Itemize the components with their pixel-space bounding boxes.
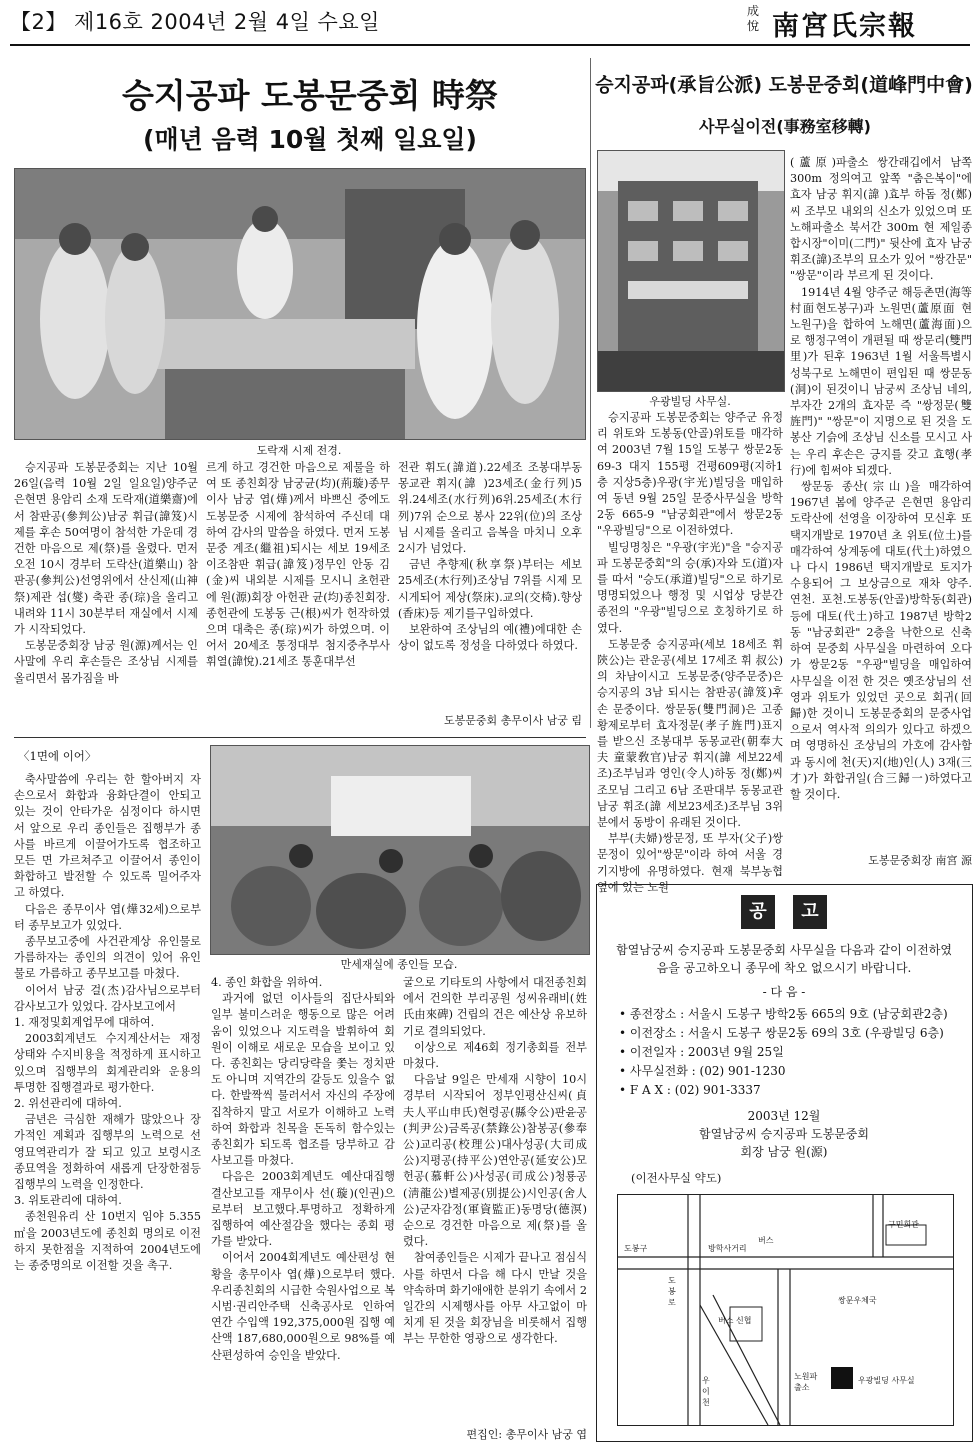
paragraph: (蘆原)파출소 쌍간래깁에서 남쪽 300m 정의여고 앞쪽 "춤은복이"에 효자 남궁 휘지(諱 )효부 하돔 정(鄭)씨 조부모 내외의 신소가 있었으며 또 노해파출소 북서간 300m 현 제일종합시장"이미(二門)" 뒷산에 효자 남궁 휘조(諱)조부의 묘소가 있어 "쌍간문" "쌍문"이라 부르게 된 것이다.	[790, 156, 972, 283]
article1-column-2	[206, 460, 390, 730]
article1-column-3	[398, 460, 582, 710]
article1-column-1	[14, 460, 198, 730]
map-label-intersection: 방학사거리	[708, 1244, 747, 1253]
paragraph: 쌍문동 종산(宗山)을 매각하여 1967년 봄에 양주군 은현면 용암리 도락산에 선영을 이장하여 모신후 또 택지개발로 1970년 초 위토(位土)를 매각하여 상계동에 대토(代土)하였으나 다시 1986년 택지개발로 토지가 수용되어 그 보상금으로 재차 양주. 연천. 포천.도봉동(안골)방학동(회관)등에 대토(代土)하고 1987년 방학2동 "남궁회관" 2층을 낙한으로 신축하여 문중회 사무실을 마련하여 오다가 쌍문2동 "우광"빌딩을 매입하여 사무실을 이전 한 것은 옛조상님의 선영과 위토가 있었던 곳으로 회귀(回歸)한 것이니 도봉문중회의 문중사업으로서 역사적 의의가 있다고 하겠으며 영명하신 조상님의 가호에 감사함과 동시에 천(天)지(地)인(人) 3재(三才)가 화합귀일(合三歸一)하였다고 할 것이다.	[790, 480, 972, 801]
paragraph: 다음은 종무이사 엽(燁32세)으로부터 종무보고가 있었다.	[14, 902, 201, 932]
notice-title-char-1: 공	[741, 895, 775, 929]
paragraph: 부부(夫婦)쌍문정, 또 부자(父子)쌍문정이 있어"쌍문"이라 하여 서울 경기지방에 유명하였다. 현재 북부농협 옆에 있는 노원	[597, 832, 783, 894]
notice-item: • 사무실전화 : (02) 901-1230	[619, 1064, 786, 1078]
item-heading: 4. 종인 화합을 위하여.	[211, 976, 323, 989]
notice-box	[596, 884, 973, 1442]
map-label-bus-2: 버스	[718, 1316, 734, 1325]
notice-title-char-2: 고	[793, 895, 827, 929]
paragraph: 이어서 남궁 걸(杰)감사님으로부터 감사보고가 있었다. 감사보고에서	[14, 983, 201, 1013]
notice-item: • F A X : (02) 901-3337	[619, 1083, 761, 1097]
article3-column-1	[14, 772, 201, 1442]
map-label-bus-1: 버스	[758, 1236, 774, 1245]
notice-sub: - 다 음 -	[762, 985, 806, 999]
map-label-post-office: 쌍문우체국	[838, 1296, 877, 1305]
article2-column-right	[790, 155, 972, 848]
paragraph: 1914년 4월 양주군 해등촌면(海等村面현도봉구)과 노원면(蘆原面 현 노원구)을 합하여 노해면(蘆海面)으로 행정구역이 개편될 때 쌍문리(雙門里)가 된후 1963년 1월 서울특별시 성북구로 노해면이 편입된 때 쌍문동(洞)이 된것이니 남궁씨 조상님 네의, 부자간 2개의 효자문 즉 "쌍정문(雙旌門)" "쌍문"이 지명으로 된 것을 도봉산 기슭에 조상님 신소를 모시고 사는 우리 후손은 긍지를 갖고 효행(孝行)에 힘써야 되겠다.	[790, 285, 972, 477]
paragraph: 이상으로 제46회 정기총회를 전부 마쳤다.	[403, 1040, 587, 1071]
notice-body: 함열남궁씨 승지공파 도봉문중회 사무실을 다음과 같이 이전하였음을 공고하오니 종무에 착오 없으시기 바랍니다.	[616, 943, 952, 975]
item-heading: 1. 재정및회계업무에 대하여.	[14, 1016, 155, 1030]
article1-subtitle: (매년 음력 10월 첫째 일요일)	[143, 125, 477, 154]
paragraph: 보완하여 조상님의 예(禮)에대한 손상이 없도록 정성을 다하였다 하였다.	[398, 623, 582, 653]
paragraph: 다음날 9일은 만세재 시향이 10시경부터 시작되어 정부인평산신씨(貞夫人平山申氏)현령공(縣令公)판윤공(判尹公)금록공(禁錄公)참봉공(參奉公)교리공(校理公)대사성공(大司成公)지평공(持平公)연안공(延安公)모헌공(慕軒公)사성공(司成公)청룡공(淸龍公)별제공(別提公)시인공(舍人公)군자감정(軍資監正)동명당(德溟)순으로 경건한 마음으로 제(祭)를 올렸다.	[403, 1073, 587, 1249]
notice-date: 2003년 12월	[747, 1109, 821, 1123]
map-label-credit-union: 신협	[736, 1316, 752, 1325]
map-label-district-hall: 구민회관	[888, 1220, 919, 1229]
article3-column-2	[211, 975, 395, 1442]
article2-photo	[597, 150, 785, 392]
paragraph: 르게 하고 경건한 마음으로 제물을 하여 또 종친회장 남궁균(均)(荊璇)종무이사 남궁 엽(燁)께서 바쁘신 중에도 도봉문중 시제에 참석하여 주신데 대하여 감사의 말씀을 하였다. 먼저 도봉문중 계조(繼祖)되시는 세보 19세조 이조참판 휘급(諱笈)정무인 안동 김(金)씨 내외분 시제를 모시니 초헌관에 원(源)회장 아헌관 균(均)종친회장.종헌관에 도봉동 근(根)씨가 헌작하였으며 대축은 종(琮)씨가 하였으며. 이어서 20세조 통정대부 첨지중추부사 휘열(諱悅).21세조 통훈대부선	[206, 461, 390, 669]
notice-item: • 이전장소 : 서울시 도봉구 쌍문2동 69의 3호 (우광빌딩 6층)	[619, 1026, 944, 1040]
paragraph: 다음은 2003회계년도 예산대집행 결산보고를 재무이사 선(璇)(인권)으로부터 보고했다.투명하고 정확하게 집행하여 예산절감을 했다는 종회 평가를 받았다.	[211, 1170, 395, 1249]
article1-title: 승지공파 도봉문중회 時祭	[122, 76, 498, 115]
map-title: (이전사무실 약도)	[631, 1171, 722, 1185]
map-label-police-box: 노원파출소	[794, 1372, 818, 1392]
map-label-ui-stream: 우이천	[702, 1376, 710, 1407]
map-label-dobong-gu: 도봉구	[624, 1244, 648, 1253]
article3-column-3	[403, 975, 587, 1422]
article2-column-left	[597, 410, 783, 894]
notice-org: 함열남궁씨 승지공파 도봉문중회	[699, 1127, 869, 1141]
notice-items	[619, 1005, 965, 1100]
building-photo-illustration	[598, 151, 784, 391]
item-heading: 3. 위토관리에 대하여.	[14, 1194, 122, 1208]
paragraph: 금년 추향제(秋享祭)부터는 세보 25세조(木行列)조상님 7위를 시제 모시게되어 제상(祭床).교의(交椅).향상(香床)등 제기를구입하였다.	[398, 558, 582, 620]
article1-photo	[14, 168, 586, 440]
issue-date: 【2】 제16호 2004년 2월 4일 수요일	[10, 10, 380, 34]
paragraph: 참여종인들은 시제가 끝나고 점심식사를 하면서 다음 해 다시 만날 것을 약속하며 화기애애한 분위기 속에서 2일간의 시제행사를 아무 사고없이 마치게 된 것을 회장님을 비롯해서 집행부는 무한한 영광으로 생각한다.	[403, 1251, 587, 1346]
item-heading: 2. 위선관리에 대하여.	[14, 1097, 122, 1111]
article2-title: 승지공파(承旨公派) 도봉문중회(道峰門中會)	[595, 74, 973, 96]
article3-byline: 편집인: 총무이사 남궁 엽	[466, 1428, 587, 1441]
paragraph: 축사말씀에 우리는 한 할아버지 자손으로서 화합과 융화단결이 안되고 있는 것이 안타가운 심정이다 하시면서 앞으로 우리 종인들은 집행부가 종사를 바르게 이끌어가도록 협조하고 모든 면 가르쳐주고 이끌어서 종인이 화합하고 발전할 수 있도록 밀어주자고 하였다.	[14, 773, 201, 900]
notice-item: • 종전장소 : 서울시 도봉구 방학2동 665의 9호 (남궁회관2층)	[619, 1007, 948, 1021]
paragraph: 2003회계년도 수지계산서는 재정상태와 수지비용을 적정하게 표시하고 있으며 집행부의 회계관리와 운용의 투명한 집행결과로 평가한다.	[14, 1032, 201, 1094]
paragraph: 종무보고중에 사건관계상 유인물로 가름하자는 종인의 의견이 있어 유인물로 가름하고 종무보고를 마쳤다.	[14, 935, 201, 981]
paper-name: 南宮氏宗報	[772, 11, 917, 42]
notice-head: 회장 남궁 원(源)	[740, 1145, 828, 1159]
paragraph: 금년은 극심한 재해가 많았으나 장가적인 계획과 집행부의 노력으로 선영묘역관리가 잘 되고 있고 보령시조종묘역을 정화하여 새롭게 단장한점등 집행부의 노력을 인정한다.	[14, 1113, 201, 1192]
paragraph: 도봉문중회장 남궁 원(源)께서는 인사말에 우리 후손들은 조상님 시제를 올리면서 몸가짐을 바	[14, 639, 198, 685]
paragraph: 승지공파 도봉문중회는 지난 10월 26일(음력 10월 2일 일요일)양주군 은현면 용암리 소재 도락재(道樂齋)에서 참판공(參判公)남궁 휘급(諱笈)시제를 후손 50여명이 참석한 가운데 경건한 마음으로 제(祭)를 올렸다. 먼저 오전 10시 경부터 도락산(道樂山) 참판공(參判公)선영위에서 산신제(山神祭)제관 섭(燮) 축관 종(琮)을 올리고 내려와 11시 30분부터 재실에서 시제가 시작되었다.	[14, 461, 198, 637]
map-frame	[617, 1194, 954, 1426]
notice-item: • 이전일자 : 2003년 9월 25일	[619, 1045, 784, 1059]
paragraph: 전관 휘도(諱道).22세조 조봉대부동몽교관 휘지(諱 )23세조(金行列)5위.24세조(水行列)6위.25세조(木行列)7위 순으로 봉사 22위(位)의 조상님 시제를 올리고 음복을 마치니 오후 2시가 넘었다.	[398, 461, 582, 556]
paper-seal: 成悅	[746, 4, 759, 33]
map-label-office-building: 우광빌딩 사무실	[858, 1376, 915, 1385]
article2-subtitle: 사무실이전(事務室移轉)	[699, 117, 871, 136]
paragraph: 승지공파 도봉문중회는 양주군 유정리 위토와 도봉동(안골)위토를 매각하여 2003년 7월 15일 도봉구 쌍문2동 69-3 대지 155평 건평609평(지하1층 지상5층)우광(宇光)빌딩을 매입하여 동년 9월 25일 문중사무실을 방학2동 665-9 "남궁회관"에서 쌍문2동 "우광빌딩"으로 이전하였다.	[597, 411, 783, 538]
hall-photo-illustration	[211, 746, 589, 954]
article3-photo	[210, 745, 590, 955]
paragraph: 과거에 없던 이사들의 집단사퇴와 일부 불미스러운 행동으로 많은 어려움이 있었으나 지도력을 발휘하여 회원이 이해로 새로운 모습을 보이고 있다. 종친회는 당리당략을 쫓는 정치판도 아니며 지역간의 갈등도 있을수 없다. 한발짝씩 물러서서 자신의 주장에 집착하지 말고 서로가 이해하고 노력하여 화합과 친목을 돈독히 함수있는 종친회가 되도록 협조를 당부하고 감사보고를 마쳤다.	[211, 992, 395, 1168]
page-header	[0, 0, 980, 46]
header-rule	[10, 44, 970, 46]
section-rule	[14, 737, 586, 738]
paragraph: 굴으로 기타토의 사항에서 대전종친회에서 건의한 부리공원 성씨유래비(姓氏由來碑) 건립의 건은 예산상 유보하기로 결의되었다.	[403, 976, 587, 1038]
paragraph: 종천원유리 산 10번지 임야 5.355㎡을 2003년도에 종친회 명의로 이전하지 못한점을 지적하여 2004년도에는 종중명의로 이전할 것을 촉구.	[14, 1210, 201, 1273]
paragraph: 이어서 2004회계년도 예산편성 현황을 총무이사 엽(燁)으로부터 했다. 우리종친회의 시급한 숙원사업으로 복시범·권리안주택 신축공사로 인하여 연간 수입액 192,375,000원 집행 예산액 187,680,000원으로 98%를 예산편성하여 승인을 받았다.	[211, 1251, 395, 1362]
article3-photo-caption: 만세재실에 종인들 모습.	[340, 958, 458, 971]
article2-photo-caption: 우광빌딩 사무실.	[649, 395, 731, 408]
paragraph: 도봉문중 승지공파(세보 18세조 휘 陝公)는 관운공(세보 17세조 휘 叔公)의 차남이시고 도봉문중(양주문중)은 승지공의 3남 되시는 참판공(諱笈)후손 문중이다. 쌍문동(雙門洞)은 고종황제로부터 효자정문(孝子旌門)표지를 받으신 조봉대부 동몽교관(朝奉大夫 童蒙敎官)남궁 휘지(諱 세보22세조)조부님과 영인(令人)하동 정(鄭)씨 조모님 그리고 6남 조판대부 동몽교관 남궁 휘조(諱 세보23세조)조부님 3위분에서 동방이 유래된 것이다.	[597, 637, 783, 830]
paragraph: 빌딩명칭은 "우광(宇光)"을 "승지공파 도봉문중회"의 승(承)자와 도(道)자를 따서 "승도(承道)빌딩"으로 하기로 명명되었으나 행정 및 시업상 당분간 종전의 "우광"빌딩으로 호칭하기로 하였다.	[597, 540, 783, 635]
map-label-dobong-ro: 도봉로	[668, 1276, 676, 1307]
article2-byline: 도봉문중회장 南宮 源	[868, 854, 972, 867]
location-map	[611, 1170, 958, 1430]
column-divider	[590, 58, 591, 728]
ceremony-photo-illustration	[15, 169, 585, 439]
article3-continued: 〈1면에 이어〉	[18, 749, 97, 763]
article1-byline: 도봉문중회 총무이사 남궁 림	[443, 714, 582, 727]
article1-photo-caption: 도락재 시제 전경.	[256, 444, 342, 457]
